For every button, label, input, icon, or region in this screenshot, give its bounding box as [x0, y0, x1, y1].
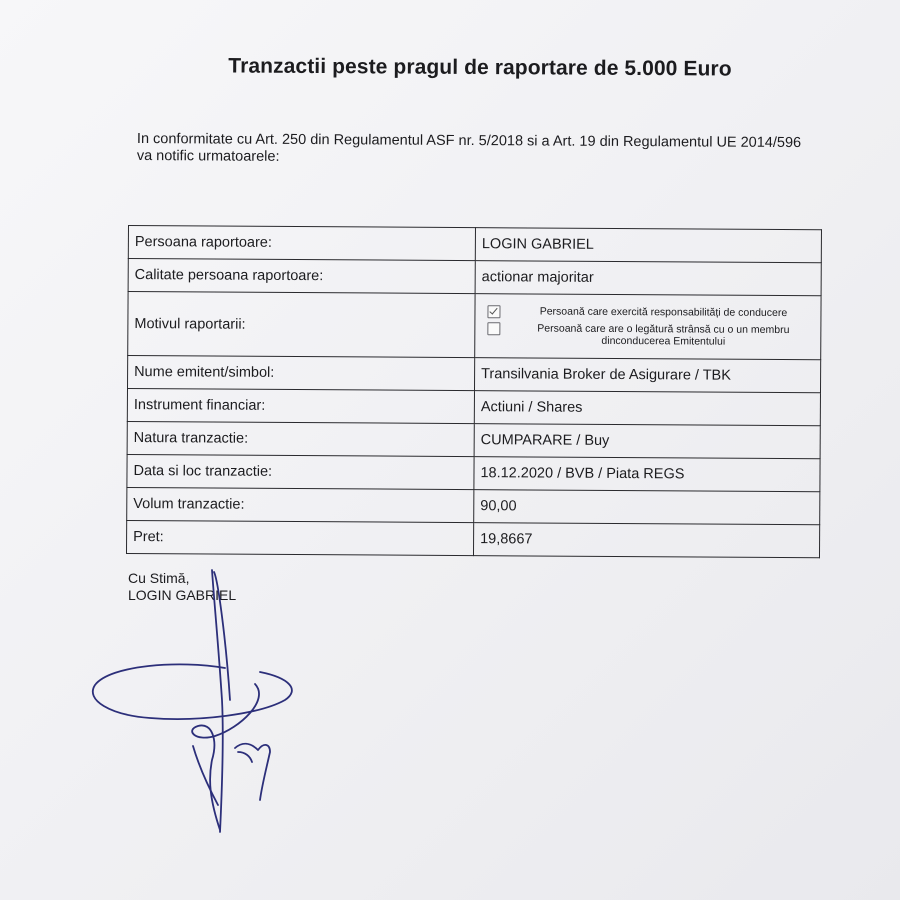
row-value-capacity: actionar majoritar: [475, 261, 821, 296]
reason-option-close-link-line-1: Persoană care are o legătură strânsă cu o un membru: [537, 322, 790, 337]
reason-option-management-label: Persoană care exercită responsabilități de conducere: [539, 305, 788, 320]
reason-option-close-link-line-2: dinconducerea Emitentului: [601, 334, 726, 348]
row-label-date-place: Data si loc tranzactie:: [127, 454, 474, 489]
row-label-issuer: Nume emitent/simbol:: [128, 356, 475, 391]
intro-line-1: In conformitate cu Art. 250 din Regulamentul ASF nr. 5/2018 si a Art. 19 din Regulamentul UE 2014/596: [136, 131, 802, 152]
row-label-capacity: Calitate persoana raportoare:: [128, 259, 475, 294]
closing-salutation: Cu Stimă,: [128, 570, 190, 586]
row-value-reporting-person: LOGIN GABRIEL: [475, 228, 821, 263]
row-value-issuer: Transilvania Broker de Asigurare / TBK: [474, 358, 820, 393]
document-title: Tranzactii peste pragul de raportare de 5.000 Euro: [228, 54, 732, 81]
row-value-nature: CUMPARARE / Buy: [474, 424, 820, 459]
row-value-price: 19,8667: [473, 523, 819, 558]
row-label-nature: Natura tranzactie:: [127, 421, 474, 456]
intro-line-2: va notific urmatoarele:: [136, 147, 280, 165]
row-label-price: Pret:: [126, 520, 473, 555]
closing-name: LOGIN GABRIEL: [128, 587, 237, 603]
row-label-reason: Motivul raportarii:: [128, 292, 475, 358]
row-value-volume: 90,00: [474, 490, 820, 525]
row-value-date-place: 18.12.2020 / BVB / Piata REGS: [474, 457, 820, 492]
row-value-instrument: Actiuni / Shares: [474, 391, 820, 426]
row-label-instrument: Instrument financiar:: [127, 389, 474, 424]
row-label-volume: Volum tranzactie:: [127, 487, 474, 522]
row-label-reporting-person: Persoana raportoare:: [128, 226, 475, 261]
